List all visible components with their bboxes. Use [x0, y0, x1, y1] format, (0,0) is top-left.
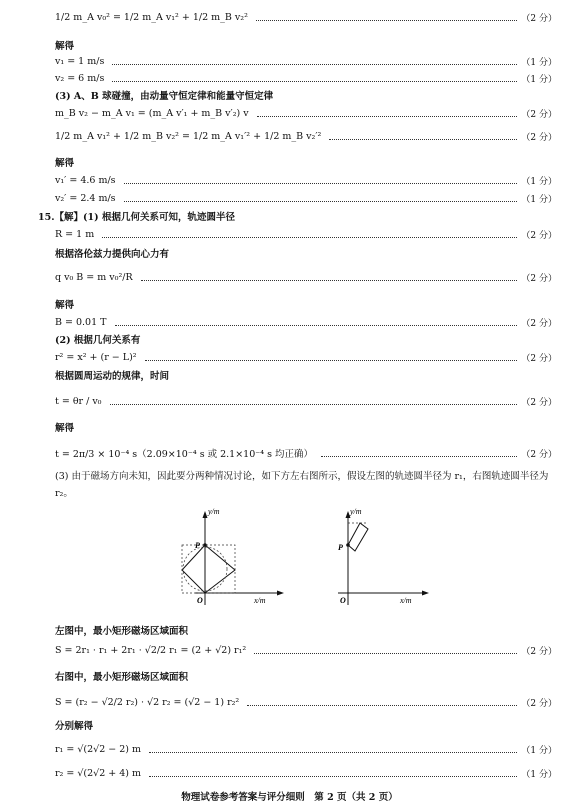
eq-text: t = θr / v₀: [55, 395, 102, 407]
heading-lorentz: 根据洛伦兹力提供向心力有: [55, 249, 170, 260]
eq-text: r₁ = √(2√2 − 2) m: [55, 743, 142, 755]
eq-text: v₂′ = 2.4 m/s: [55, 192, 116, 204]
eq-text: r₂ = √(2√2 + 4) m: [55, 767, 142, 779]
eq-energy-2: [55, 127, 557, 145]
page-footer: 物理试卷参考答案与评分细则 第 2 页（共 2 页）: [181, 792, 398, 803]
question-number: 15.: [38, 212, 55, 223]
points: （2 分）: [521, 109, 557, 120]
points: （1 分）: [521, 745, 557, 756]
eq-text: 1/2 m_A v₁² + 1/2 m_B v₂² = 1/2 m_A v₁′² + 1/2 m_B v₂′²: [55, 130, 322, 142]
heading-jiede: 解得: [55, 41, 75, 52]
eq-text: r² = x² + (r − L)²: [55, 351, 137, 363]
eq-text: R = 1 m: [55, 228, 95, 240]
origin-label: O: [340, 596, 346, 605]
eq-time-result: [55, 444, 557, 462]
right-figure: [330, 505, 450, 615]
points: （2 分）: [521, 397, 557, 408]
eq-B: [55, 313, 557, 331]
heading-left-fig: 左图中，最小矩形磁场区域面积: [55, 626, 189, 637]
eq-v1: [55, 52, 557, 70]
y-axis-label: y/m: [350, 507, 362, 516]
points: （2 分）: [521, 132, 557, 143]
leader-dots: [149, 776, 517, 777]
eq-v1-prime: [55, 171, 557, 189]
eq-text: S = 2r₁ · r₁ + 2r₁ · √2/2 r₁ = (2 + √2) r₁²: [55, 644, 247, 656]
heading-jiede: 解得: [55, 158, 75, 169]
points: （1 分）: [521, 74, 557, 85]
point-p: [346, 543, 350, 547]
y-arrow-icon: [203, 511, 208, 518]
points: （2 分）: [521, 273, 557, 284]
leader-dots: [141, 280, 518, 281]
x-arrow-icon: [422, 591, 429, 596]
x-arrow-icon: [277, 591, 284, 596]
eq-v2-prime: [55, 189, 557, 207]
leader-dots: [321, 456, 517, 457]
leader-dots: [256, 20, 517, 21]
points: （1 分）: [521, 57, 557, 68]
leader-dots: [149, 752, 517, 753]
strip-region: [348, 523, 368, 551]
y-axis-label: y/m: [208, 507, 220, 516]
points: （1 分）: [521, 769, 557, 780]
heading-each: 分别解得: [55, 721, 94, 732]
p-label: P: [338, 543, 343, 552]
heading-right-fig: 右图中，最小矩形磁场区域面积: [55, 672, 189, 683]
eq-text: t = 2π/3 × 10⁻⁴ s（2.09×10⁻⁴ s 或 2.1×10⁻⁴ s 均正确）: [55, 449, 314, 460]
leader-dots: [124, 183, 518, 184]
eq-text: S = (r₂ − √2/2 r₂) · √2 r₂ = (√2 − 1) r₂²: [55, 696, 240, 708]
points: （2 分）: [521, 13, 557, 24]
points: （1 分）: [521, 194, 557, 205]
x-axis-label: x/m: [254, 596, 266, 605]
leader-dots: [124, 201, 518, 202]
points: （1 分）: [521, 176, 557, 187]
leader-dots: [329, 139, 517, 140]
eq-energy-1: [55, 8, 557, 26]
leader-dots: [145, 360, 518, 361]
eq-v2: [55, 69, 557, 87]
points: （2 分）: [521, 698, 557, 709]
leader-dots: [257, 116, 518, 117]
question-text: (1) 根据几何关系可知，轨迹圆半径: [83, 212, 235, 223]
eq-text: m_B v₂ − m_A v₁ = (m_A v′₁ + m_B v′₂) v: [55, 107, 249, 119]
heading-jiede: 解得: [55, 423, 75, 434]
point-p: [203, 543, 207, 547]
heading-jiede: 解得: [55, 300, 75, 311]
p-label: P: [195, 541, 200, 550]
part3-paragraph: (3) 由于磁场方向未知，因此要分两种情况讨论，如下方左右图所示，假设左图的轨迹圆半径为 r₁，右图轨迹圆半径为 r₂。: [55, 471, 549, 499]
points: （2 分）: [521, 318, 557, 329]
heading-part3: (3) A、B 球碰撞，由动量守恒定律和能量守恒定律: [55, 91, 274, 102]
heading-geo2: (2) 根据几何关系有: [55, 335, 141, 346]
leader-dots: [247, 705, 517, 706]
eq-time: [55, 392, 557, 410]
left-figure: [170, 505, 290, 615]
points: （2 分）: [521, 353, 557, 364]
points: （2 分）: [521, 449, 557, 460]
eq-text: 1/2 m_A v₀² = 1/2 m_A v₁² + 1/2 m_B v₂²: [55, 11, 248, 23]
eq-area-left: [55, 641, 557, 659]
eq-text: q v₀ B = m v₀²/R: [55, 271, 133, 283]
leader-dots: [115, 325, 518, 326]
leader-dots: [112, 81, 517, 82]
points: （2 分）: [521, 230, 557, 241]
eq-r1: [55, 740, 557, 758]
eq-text: v₁′ = 4.6 m/s: [55, 174, 116, 186]
heading-circle: 根据圆周运动的规律，时间: [55, 371, 170, 382]
eq-text: v₂ = 6 m/s: [55, 72, 105, 84]
question-15: [38, 209, 235, 223]
eq-text: v₁ = 1 m/s: [55, 55, 105, 67]
leader-dots: [254, 653, 517, 654]
eq-area-right: [55, 693, 557, 711]
eq-radius: [55, 225, 557, 243]
x-axis-label: x/m: [400, 596, 412, 605]
eq-lorentz: [55, 268, 557, 286]
eq-momentum: [55, 104, 557, 122]
answer-tag: 【解】: [54, 212, 84, 223]
eq-text: B = 0.01 T: [55, 316, 107, 328]
points: （2 分）: [521, 646, 557, 657]
leader-dots: [112, 64, 517, 65]
eq-geometry: [55, 348, 557, 366]
leader-dots: [102, 237, 517, 238]
eq-r2: [55, 764, 557, 782]
origin-label: O: [197, 596, 203, 605]
leader-dots: [110, 404, 518, 405]
